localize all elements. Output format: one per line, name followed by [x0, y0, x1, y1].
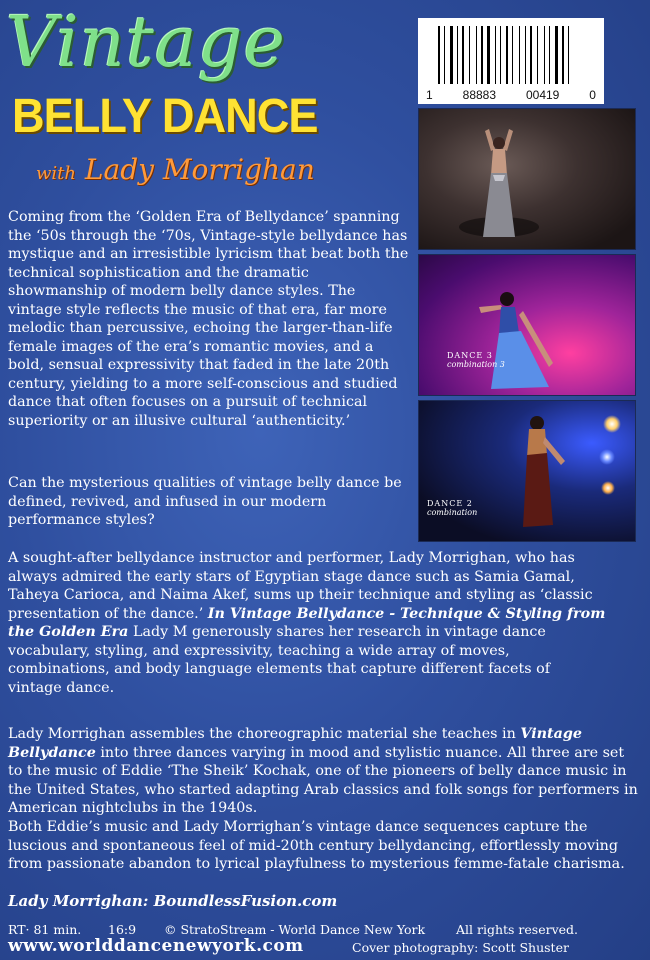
- caption-dance-2-title: DANCE 2: [427, 499, 473, 508]
- photo-dancer-2: [418, 254, 636, 396]
- aspect-ratio: 16:9: [108, 922, 137, 937]
- instructor-text-start: A sought-after bellydance instructor and performer, Lady Morrighan, who has always admired the early stars of Egyptian stage dance such as Samia Gamal, Taheya Carioca, and Naima Akef, sums up their technique and styling as ‘classic presentation of the dance.’: [8, 550, 593, 622]
- instructor-paragraph: [8, 549, 608, 697]
- barcode-stripe: [512, 26, 513, 84]
- barcode-stripe: [525, 26, 526, 84]
- music-paragraph: Both Eddie’s music and Lady Morrighan’s vintage dance sequences capture the luscious and spontaneous feel of mid-20th century bellydancing, effortlessly moving from passionate abandon to lyrical playfulness to mysterious femme-fatale charisma.: [8, 819, 625, 872]
- choreography-paragraph: [8, 725, 638, 818]
- photo-dancer-3: [418, 400, 636, 542]
- barcode-stripe: [519, 26, 520, 84]
- caption-dance-3-sub: combination 3: [447, 360, 505, 369]
- barcode: [418, 18, 604, 104]
- barcode-stripe: [506, 26, 508, 84]
- vintage-bellydance-emphasis: Vintage Bellydance: [8, 726, 583, 761]
- barcode-group-1: 88883: [462, 88, 497, 102]
- barcode-stripe: [568, 26, 569, 84]
- runtime: RT· 81 min.: [8, 922, 82, 937]
- publisher-url: www.worlddancenewyork.com: [8, 936, 304, 956]
- barcode-check-digit: 0: [589, 88, 596, 102]
- caption-dance-3-title: DANCE 3: [447, 351, 493, 360]
- choreography-text-end: into three dances varying in mood and stylistic nuance. All three are set to the music of Eddie ‘The Sheik’ Kochak, one of the pioneers of belly dance music in the United States, who started adapting Arab classics and folk songs for performers in American nightclubs in the 1940s.: [8, 744, 638, 816]
- instructor-text-end: Lady M generously shares her research in vintage dance vocabulary, styling, and expressivity, teaching a wide array of moves, combinations, and body language elements that capture different facets of vintage dance.: [8, 624, 551, 696]
- title-with-word: with: [36, 163, 76, 184]
- barcode-stripe: [530, 26, 532, 84]
- barcode-stripe: [481, 26, 483, 84]
- title-artist-name: Lady Morrighan: [84, 153, 315, 186]
- intro-paragraph: Coming from the ‘Golden Era of Bellydance’ spanning the ‘50s through the ‘70s, Vintage-style bellydance has mystique and an irresistible lyricism that beat both the technical sophistication and the dramatic showmanship of modern belly dance styles. The vintage style reflects the music of that era, far more melodic than percussive, echoing the larger-than-life female images of the era’s romantic movies, and a bold, sensual expressivity that faded in the late 20th century, yielding to a more self-conscious and studied dance that often focuses on a pursuit of technical superiority or an illusive cultural ‘authenticity.’: [8, 209, 409, 429]
- title-with-name: [36, 152, 315, 192]
- barcode-stripe: [438, 26, 440, 84]
- choreography-text-start: Lady Morrighan assembles the choreographic material she teaches in: [8, 726, 521, 742]
- barcode-stripe: [549, 26, 550, 84]
- barcode-stripe: [555, 26, 558, 84]
- barcode-stripe: [537, 26, 538, 84]
- title-vintage: Vintage: [6, 1, 286, 83]
- barcode-group-2: 00419: [525, 88, 560, 102]
- dancer-silhouette-3: [419, 401, 635, 541]
- barcode-stripe: [444, 26, 445, 84]
- caption-dance-2: [427, 499, 477, 517]
- barcode-stripe: [544, 26, 545, 84]
- artist-website: Lady Morrighan: BoundlessFusion.com: [8, 892, 338, 910]
- barcode-stripe: [457, 26, 458, 84]
- barcode-lead-digit: 1: [426, 88, 433, 102]
- barcode-stripe: [462, 26, 464, 84]
- barcode-number: [418, 88, 604, 102]
- barcode-stripe: [487, 26, 490, 84]
- barcode-stripe: [469, 26, 470, 84]
- title-belly-dance: BELLY DANCE: [12, 90, 318, 143]
- caption-dance-2-sub: combination: [427, 508, 478, 517]
- photo-dancer-1: [418, 108, 636, 250]
- barcode-bars: [438, 26, 592, 84]
- photo-credit: Cover photography: Scott Shuster: [352, 940, 569, 955]
- caption-dance-3: [447, 351, 505, 369]
- barcode-stripe: [450, 26, 453, 84]
- barcode-stripe: [562, 26, 564, 84]
- dancer-silhouette-1: [419, 109, 635, 249]
- barcode-stripe: [500, 26, 501, 84]
- barcode-stripe: [476, 26, 477, 84]
- barcode-stripe: [495, 26, 496, 84]
- rights-reserved: All rights reserved.: [456, 922, 579, 937]
- dancer-silhouette-2: [419, 255, 635, 395]
- question-paragraph: Can the mysterious qualities of vintage belly dance be defined, revived, and infused in our modern performance styles?: [8, 475, 402, 528]
- dvd-title-emphasis: In Vintage Bellydance - Technique & Styling from the Golden Era: [8, 605, 606, 640]
- copyright: © StratoStream - World Dance New York: [164, 922, 426, 937]
